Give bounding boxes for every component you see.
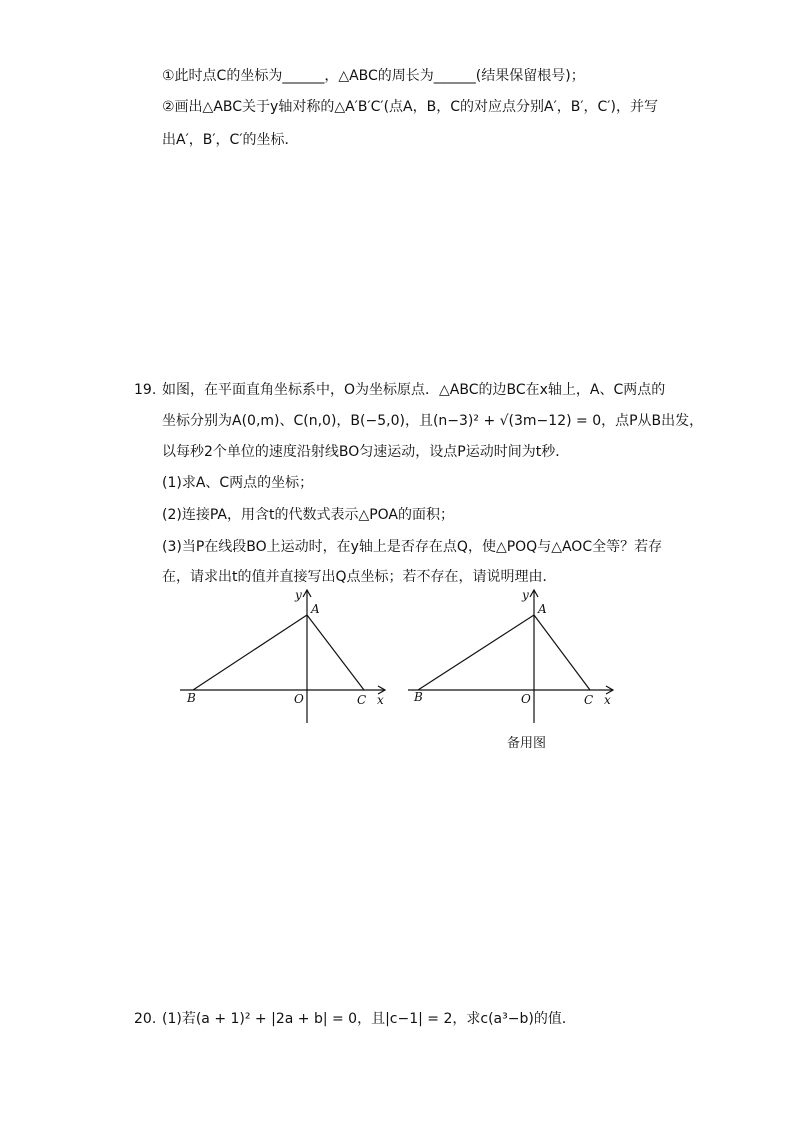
q20-part1: (1)若(a + 1)² + |2a + b| = 0，且|c−1| = 2，求c(a³−b)的值． [162,1011,576,1027]
label-o: O [521,692,531,706]
label-c: C [357,693,367,707]
q20-number: 20. [134,1011,157,1027]
q19-subquestion-3-line1: (3)当P在线段BO上运动时，在y轴上是否存在点Q，使△POQ与△AOC全等？若存 [162,539,663,555]
q19-stem-line3: 以每秒2个单位的速度沿射线BO匀速运动，设点P运动时间为t秒． [162,444,570,460]
side-ba [193,615,307,690]
q19-figure-main [175,585,395,730]
label-y: y [522,588,529,602]
label-a: A [538,602,547,616]
label-b: B [187,691,196,705]
q19-subquestion-2: (2)连接PA，用含t的代数式表示△POA的面积； [162,507,455,523]
q19-stem-line1: 如图，在平面直角坐标系中，O为坐标原点．△ABC的边BC在x轴上，A、C两点的 [162,382,666,398]
side-ba [418,615,534,690]
label-b: B [414,690,423,704]
q19-stem-line2: 坐标分别为A(0,m)、C(n,0)，B(−5,0)，且(n−3)² + √(3m−12) = 0，点P从B出发， [162,413,704,429]
q18-part2-line1: ②画出△ABC关于y轴对称的△A′B′C′(点A，B，C的对应点分别A′，B′，C′)，并写 [162,99,658,115]
q19-subquestion-3-line2: 在，请求出t的值并直接写出Q点坐标；若不存在，请说明理由． [162,569,557,585]
label-o: O [294,692,304,706]
label-x: x [604,693,611,707]
label-x: x [377,693,384,707]
label-y: y [295,588,302,602]
side-ac [307,615,364,690]
q19-number: 19. [134,382,157,398]
label-c: C [584,693,594,707]
backup-figure-caption: 备用图 [507,736,547,751]
q19-figure-backup [403,585,623,730]
q18-part1: ①此时点C的坐标为______，△ABC的周长为______(结果保留根号)； [162,68,585,84]
side-ac [534,615,590,690]
q18-part2-line2: 出A′，B′，C′的坐标． [162,132,299,148]
label-a: A [311,602,320,616]
q19-subquestion-1: (1)求A、C两点的坐标； [162,475,314,491]
